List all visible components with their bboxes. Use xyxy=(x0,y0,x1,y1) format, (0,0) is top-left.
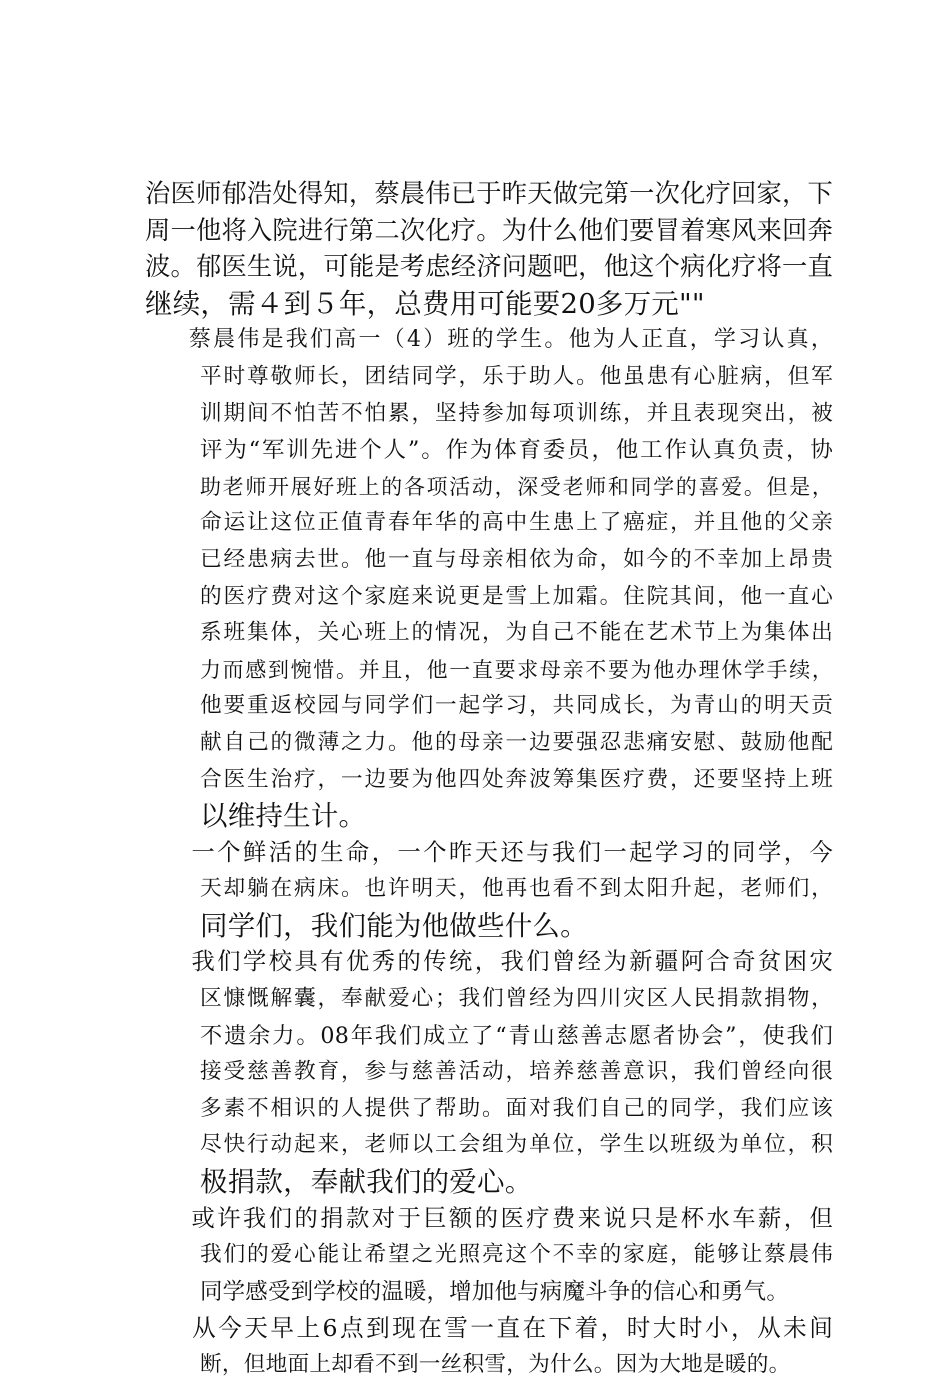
text-line: 训期间不怕苦不怕累，坚持参加每项训练，并且表现突出，被 xyxy=(200,400,833,426)
text-line: 以维持生计。 xyxy=(200,800,367,833)
text-line: 同学们，我们能为他做些什么。 xyxy=(200,909,588,942)
text-line: 波。郁医生说，可能是考虑经济问题吧，他这个病化疗将一直 xyxy=(145,252,833,282)
text-line: 从今天早上6点到现在雪一直在下着，时大时小，从未间 xyxy=(192,1314,833,1343)
text-line: 命运让这位正值青春年华的高中生患上了癌症，并且他的父亲 xyxy=(200,510,833,536)
text-line: 接受慈善教育，参与慈善活动，培养慈善意识，我们曾经向很 xyxy=(200,1059,833,1085)
text-line: 的医疗费对这个家庭来说更是雪上加霜。住院其间，他一直心 xyxy=(200,583,833,609)
text-line: 不遗余力。08年我们成立了“青山慈善志愿者协会”，使我们 xyxy=(200,1022,833,1049)
text-line: 周一他将入院进行第二次化疗。为什么他们要冒着寒风来回奔 xyxy=(145,215,833,245)
text-line: 继续，需４到５年，总费用可能要20多万元"" xyxy=(145,287,705,320)
text-line: 评为“军训先进个人”。作为体育委员，他工作认真负责，协 xyxy=(200,437,833,464)
text-line: 平时尊敬师长，团结同学，乐于助人。他虽患有心脏病，但军 xyxy=(200,363,833,389)
text-line: 极捐款，奉献我们的爱心。 xyxy=(200,1166,533,1199)
text-line: 助老师开展好班上的各项活动，深受老师和同学的喜爱。但是， xyxy=(200,474,833,499)
text-line: 或许我们的捐款对于巨额的医疗费来说只是杯水车薪，但 xyxy=(191,1204,833,1232)
text-line: 献自己的微薄之力。他的母亲一边要强忍悲痛安慰、鼓励他配 xyxy=(200,729,833,755)
text-line: 合医生治疗，一边要为他四处奔波筹集医疗费，还要坚持上班 xyxy=(200,766,833,792)
text-line: 他要重返校园与同学们一起学习，共同成长，为青山的明天贡 xyxy=(200,693,833,719)
text-line: 蔡晨伟是我们高一（4）班的学生。他为人正直，学习认真， xyxy=(188,327,833,353)
text-line: 天却躺在病床。也许明天，他再也看不到太阳升起，老师们， xyxy=(200,876,833,902)
text-line: 力而感到惋惜。并且，他一直要求母亲不要为他办理休学手续， xyxy=(200,657,833,682)
paragraph xyxy=(145,176,833,322)
text-line: 尽快行动起来，老师以工会组为单位，学生以班级为单位，积 xyxy=(200,1132,833,1158)
paragraph xyxy=(145,944,833,1200)
text-line: 系班集体，关心班上的情况，为自己不能在艺术节上为集体出 xyxy=(200,620,833,646)
text-line: 区慷慨解囊，奉献爱心；我们曾经为四川灾区人民捐款捐物， xyxy=(200,986,833,1012)
text-line: 已经患病去世。他一直与母亲相依为命，如今的不幸加上昂贵 xyxy=(200,546,833,572)
paragraph xyxy=(145,322,833,834)
text-line: 治医师郁浩处得知，蔡晨伟已于昨天做完第一次化疗回家，下 xyxy=(145,179,833,208)
text-line: 我们学校具有优秀的传统，我们曾经为新疆阿合奇贫困灾 xyxy=(191,948,833,976)
text-line: 多素不相识的人提供了帮助。面对我们自己的同学，我们应该 xyxy=(200,1095,833,1121)
paragraph xyxy=(145,1201,833,1311)
document-body xyxy=(145,176,833,1384)
text-line: 同学感受到学校的温暖，增加他与病魔斗争的信心和勇气。 xyxy=(200,1278,789,1305)
text-line: 断，但地面上却看不到一丝积雪，为什么。因为大地是暖的。 xyxy=(200,1352,791,1377)
text-line: 我们的爱心能让希望之光照亮这个不幸的家庭，能够让蔡晨伟 xyxy=(200,1242,833,1268)
paragraph xyxy=(145,1310,833,1383)
paragraph xyxy=(145,835,833,945)
text-line: 一个鲜活的生命，一个昨天还与我们一起学习的同学，今 xyxy=(191,838,833,866)
